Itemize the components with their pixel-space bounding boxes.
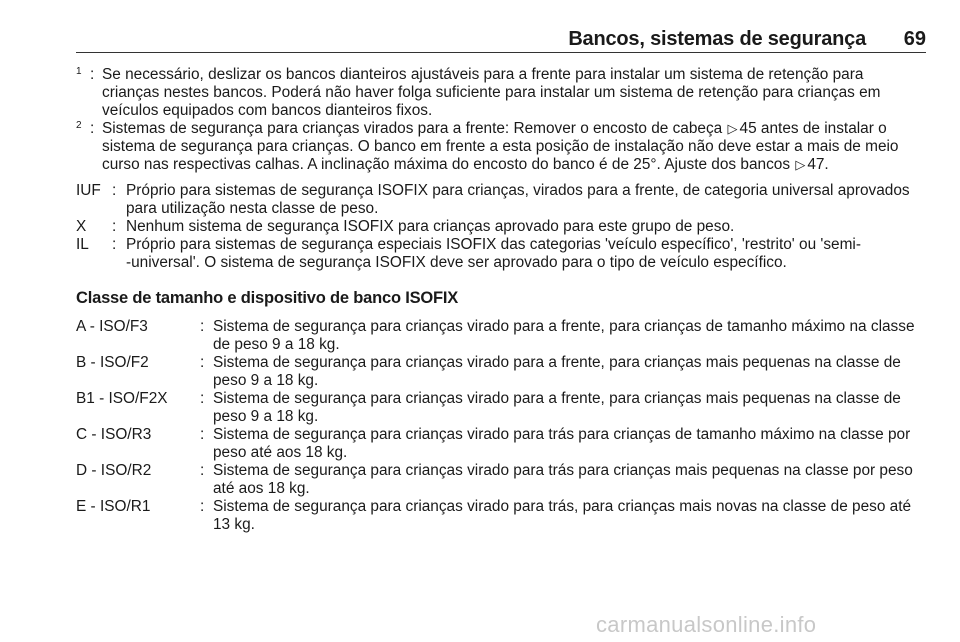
text-line: crianças nestes bancos. Poderá não haver folga suficiente para instalar um sistema de retenção para crianças em — [102, 84, 881, 101]
size-class-d — [76, 462, 940, 498]
separator: : — [200, 390, 205, 407]
abbreviation-key: IL — [76, 236, 89, 253]
size-class-text — [213, 498, 940, 534]
text-line: -universal'. O sistema de segurança ISOFIX deve ser aprovado para o tipo de veículo específico. — [126, 254, 787, 271]
section-heading: Classe de tamanho e dispositivo de banco ISOFIX — [76, 289, 459, 307]
text-line: Sistema de segurança para crianças virado para a frente, para crianças de tamanho máximo na classe — [213, 318, 915, 335]
size-class-list — [76, 318, 940, 534]
size-class-text — [213, 354, 940, 390]
footnote-1 — [76, 66, 940, 120]
abbreviation-list — [76, 182, 940, 272]
abbreviation-il — [76, 236, 940, 272]
abbreviation-x — [76, 218, 940, 236]
text-line: peso até aos 18 kg. — [213, 444, 348, 461]
size-class-e — [76, 498, 940, 534]
text-segment: 47. — [807, 156, 829, 173]
separator: : — [200, 318, 205, 335]
text-segment: Sistemas de segurança para crianças virados para a frente: Remover o encosto de cabeça — [102, 120, 723, 137]
size-class-key: D - ISO/R2 — [76, 462, 152, 479]
text-line: de peso 9 a 18 kg. — [213, 336, 340, 353]
size-class-b — [76, 354, 940, 390]
abbreviation-key: X — [76, 218, 87, 235]
footnote-2 — [76, 120, 940, 174]
text-line: Próprio para sistemas de segurança ISOFIX para crianças, virados para a frente, de categoria universal aprovados — [126, 182, 910, 199]
separator: : — [112, 218, 117, 235]
separator: : — [200, 498, 205, 515]
separator: : — [200, 354, 205, 371]
text-line: Sistema de segurança para crianças virado para trás para crianças de tamanho máximo na classe por — [213, 426, 911, 443]
text-line: peso 9 a 18 kg. — [213, 372, 319, 389]
text-line — [102, 156, 940, 174]
footnote-text — [102, 66, 940, 120]
text-line — [102, 120, 940, 138]
text-line: 13 kg. — [213, 516, 255, 533]
page-header — [76, 28, 926, 53]
size-class-text — [213, 462, 940, 498]
text-line: Próprio para sistemas de segurança especiais ISOFIX das categorias 'veículo específico', 'restrito' ou 'semi- — [126, 236, 861, 253]
size-class-key: E - ISO/R1 — [76, 498, 151, 515]
watermark: carmanualsonline.info — [596, 612, 817, 637]
size-class-text — [213, 426, 940, 462]
text-line: veículos equipados com bancos dianteiros fixos. — [102, 102, 433, 119]
abbreviation-key: IUF — [76, 182, 101, 199]
text-segment: curso nas respectivas calhas. A inclinação máxima do encosto do banco é de 25°. Ajuste dos bancos — [102, 156, 791, 173]
page-title: Bancos, sistemas de segurança — [568, 28, 866, 50]
abbreviation-iuf — [76, 182, 940, 218]
size-class-key: A - ISO/F3 — [76, 318, 148, 335]
size-class-key: B1 - ISO/F2X — [76, 390, 168, 407]
separator: : — [90, 66, 95, 83]
size-class-text — [213, 390, 940, 426]
size-class-text — [213, 318, 940, 354]
separator: : — [200, 462, 205, 479]
abbreviation-text — [126, 218, 940, 236]
page-reference-arrow-icon: ▷ — [727, 121, 738, 136]
separator: : — [112, 236, 117, 253]
page-reference-arrow-icon: ▷ — [795, 157, 806, 172]
text-line: peso 9 a 18 kg. — [213, 408, 319, 425]
text-line: Nenhum sistema de segurança ISOFIX para crianças aprovado para este grupo de peso. — [126, 218, 735, 235]
text-line: Se necessário, deslizar os bancos dianteiros ajustáveis para a frente para instalar um sistema de retenção para — [102, 66, 864, 83]
text-line: até aos 18 kg. — [213, 480, 310, 497]
size-class-b1 — [76, 390, 940, 426]
footnote-text — [102, 120, 940, 174]
footnote-marker: 1 — [76, 66, 82, 77]
text-line: para utilização nesta classe de peso. — [126, 200, 379, 217]
abbreviation-text — [126, 236, 940, 272]
size-class-key: B - ISO/F2 — [76, 354, 149, 371]
page-number: 69 — [903, 28, 926, 50]
separator: : — [200, 426, 205, 443]
size-class-a — [76, 318, 940, 354]
size-class-key: C - ISO/R3 — [76, 426, 152, 443]
separator: : — [112, 182, 117, 199]
text-line: Sistema de segurança para crianças virado para a frente, para crianças mais pequenas na classe de — [213, 354, 901, 371]
footnotes — [76, 66, 940, 174]
text-line: Sistema de segurança para crianças virado para trás, para crianças mais novas na classe de peso até — [213, 498, 912, 515]
footnote-marker: 2 — [76, 120, 82, 131]
abbreviation-text — [126, 182, 940, 218]
size-class-c — [76, 426, 940, 462]
separator: : — [90, 120, 95, 137]
text-line: Sistema de segurança para crianças virado para a frente, para crianças mais pequenas na classe de — [213, 390, 901, 407]
text-line: sistema de segurança para crianças. O banco em frente a esta posição de instalação não deve estar a mais de meio — [102, 138, 899, 155]
text-segment: 45 antes de instalar o — [739, 120, 887, 137]
text-line: Sistema de segurança para crianças virado para trás para crianças mais pequenas na classe por peso — [213, 462, 913, 479]
